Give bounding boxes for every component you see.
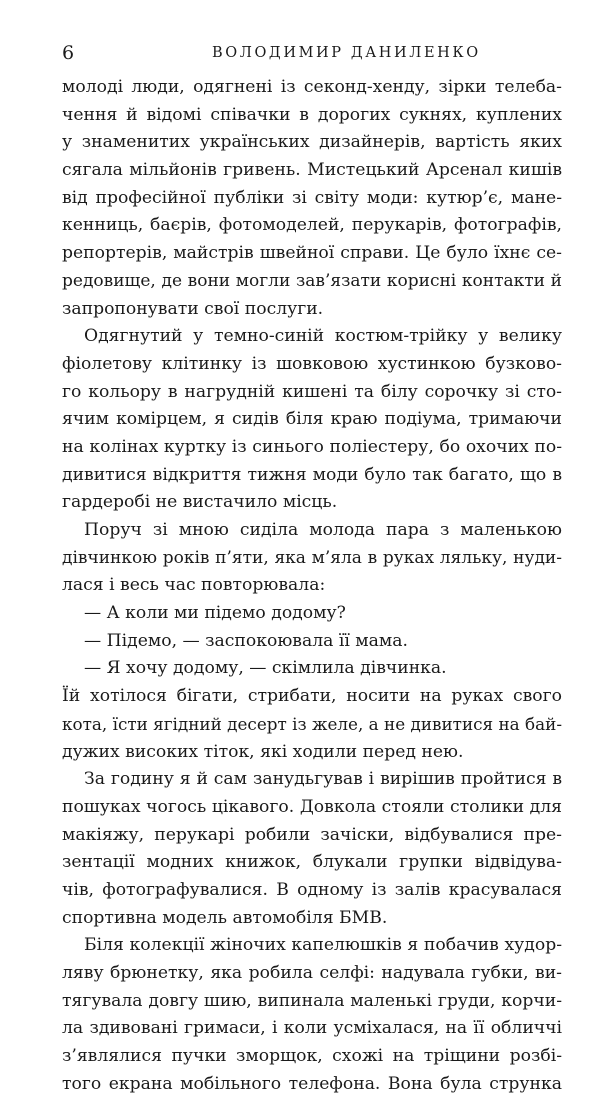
text-line: молоді люди, одягнені із секонд-хенду, зірки телеба- — [62, 77, 562, 97]
text-line: Поруч зі мною сиділа молода пара з маленькою — [84, 520, 562, 540]
text-line: го кольору в нагрудній кишені та білу сорочку зі сто- — [62, 381, 562, 402]
text-line: кота, їсти ягідний десерт із желе, а не дивитися на бай- — [62, 713, 562, 734]
text-line: спортивна модель автомобіля БМВ. — [62, 907, 388, 928]
text-line: репортерів, майстрів швейної справи. Це було їхнє се- — [62, 243, 562, 264]
text-line: редовище, де вони могли зав’язати корисні контакти й — [62, 270, 562, 291]
running-head: ВОЛОДИМИР ДАНИЛЕНКО — [212, 45, 481, 61]
text-line: дивитися відкриття тижня моди було так багато, що в — [62, 464, 562, 485]
text-line: запропонувати свої послуги. — [62, 298, 324, 319]
text-line: Їй хотілося бігати, стрибати, носити на руках свого — [62, 686, 562, 707]
text-line: тягувала довгу шию, випинала маленькі груди, корчи- — [62, 990, 562, 1011]
text-line: За годину я й сам занудьгував і вирішив пройтися в — [84, 769, 562, 790]
text-line: Біля колекції жіночих капелюшків я побачив худор- — [84, 935, 562, 956]
page-number: 6 — [62, 42, 75, 64]
text-line: пошуках чогось цікавого. Довкола стояли столики для — [62, 796, 562, 817]
text-line: з’являлися пучки зморщок, схожі на тріщини розбі- — [62, 1046, 562, 1067]
text-line: лася і весь час повторювала: — [62, 575, 326, 596]
text-line: — Я хочу додому, — скімлила дівчинка. — [84, 658, 447, 679]
text-line: Одягнутий у темно-синій костюм-трійку у велику — [84, 326, 562, 347]
text-line: — А коли ми підемо додому? — [84, 603, 346, 624]
text-line: зентації модних книжок, блукали групки відвідува- — [62, 852, 562, 873]
text-line: ячим комірцем, я сидів біля краю подіума, тримаючи — [62, 409, 562, 430]
text-line: кенниць, баєрів, фотомоделей, перукарів, фотографів, — [62, 215, 562, 236]
text-line: дівчинкою років п’яти, яка м’яла в руках ляльку, нуди- — [62, 547, 562, 568]
text-line: від професійної публіки зі світу моди: кутюр’є, мане- — [62, 187, 562, 208]
text-line: чення й відомі співачки в дорогих сукнях, куплених — [62, 104, 562, 125]
text-line: ла здивовані гримаси, і коли усміхалася, на її обличчі — [62, 1018, 562, 1039]
text-line: на колінах куртку із синього поліестеру, бо охочих по- — [62, 436, 562, 457]
text-line: макіяжу, перукарі робили зачіски, відбувалися пре- — [62, 824, 562, 845]
text-line: сягала мільйонів гривень. Мистецький Арсенал кишів — [62, 160, 562, 181]
text-line: — Підемо, — заспокоювала її мама. — [84, 630, 408, 651]
body-text — [62, 74, 562, 1098]
text-line: фіолетову клітинку із шовковою хустинкою бузково- — [62, 353, 562, 374]
text-line: чів, фотографувалися. В одному із залів красувалася — [62, 879, 562, 900]
text-line: гардеробі не вистачило місць. — [62, 492, 338, 513]
text-line: у знаменитих українських дизайнерів, вартість яких — [62, 132, 562, 153]
text-line: дужих високих тіток, які ходили перед нею. — [62, 741, 464, 762]
page-header — [0, 40, 600, 68]
text-line: того екрана мобільного телефона. Вона була струнка — [62, 1073, 562, 1094]
text-line: ляву брюнетку, яка робила селфі: надувала губки, ви- — [62, 963, 562, 983]
